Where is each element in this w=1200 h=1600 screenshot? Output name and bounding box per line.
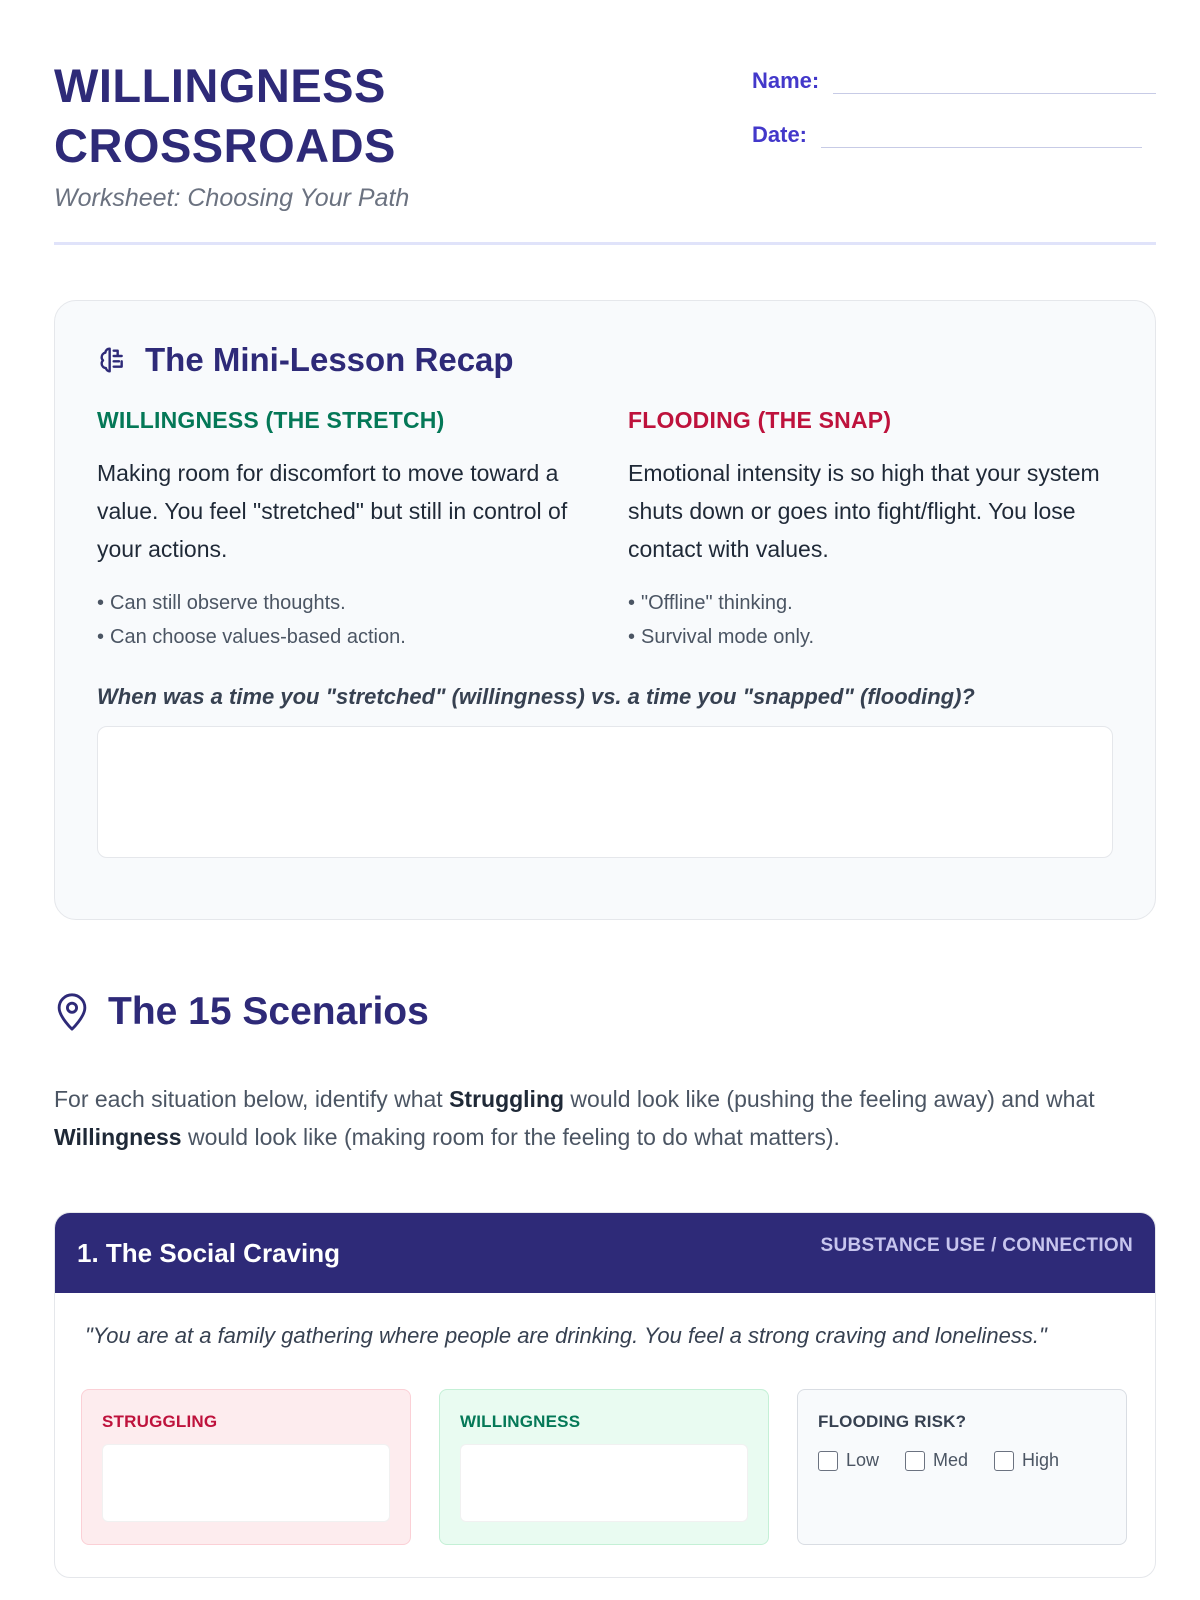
willingness-heading: WILLINGNESS (THE STRETCH) (97, 407, 445, 433)
struggling-input[interactable] (102, 1444, 390, 1522)
willingness-input[interactable] (460, 1444, 748, 1522)
scenario-response-boxes (55, 1389, 1155, 1545)
scenario-quote: "You are at a family gathering where people are drinking. You feel a strong craving and loneliness." (85, 1323, 1047, 1348)
recap-columns (97, 407, 1113, 654)
name-label: Name: (752, 68, 820, 93)
flooding-risk-box (797, 1389, 1127, 1545)
scenario-card (54, 1212, 1156, 1578)
recap-header (97, 341, 1113, 379)
risk-high-option[interactable] (994, 1450, 1059, 1471)
risk-med-checkbox[interactable] (905, 1451, 925, 1471)
list-item: • Can choose values-based action. (97, 620, 582, 654)
struggling-box (81, 1389, 411, 1545)
willingness-bullets (97, 586, 582, 654)
flooding-heading: FLOODING (THE SNAP) (628, 407, 892, 433)
intro-text: would look like (making room for the feeling to do what matters). (181, 1124, 840, 1150)
recap-panel (54, 300, 1156, 920)
name-field[interactable] (833, 64, 1156, 94)
title-line-2: CROSSROADS (54, 119, 396, 172)
map-pin-icon (54, 992, 90, 1032)
list-item: • "Offline" thinking. (628, 586, 1113, 620)
scenarios-header (54, 990, 429, 1034)
recap-title: The Mini-Lesson Recap (145, 341, 514, 378)
worksheet-title (54, 56, 409, 176)
flooding-body: Emotional intensity is so high that your system shuts down or goes into fight/flight. You lose contact with values. (628, 460, 1100, 562)
intro-bold-willingness: Willingness (54, 1124, 182, 1150)
risk-low-checkbox[interactable] (818, 1451, 838, 1471)
risk-med-label: Med (933, 1450, 969, 1470)
brain-icon (97, 344, 129, 376)
risk-low-option[interactable] (818, 1450, 879, 1471)
intro-text: For each situation below, identify what (54, 1086, 450, 1112)
worksheet-subtitle: Worksheet: Choosing Your Path (54, 184, 410, 212)
date-label: Date: (752, 122, 808, 147)
scenarios-intro (54, 1080, 1164, 1156)
risk-options (818, 1450, 1106, 1471)
name-date-fields (752, 58, 1156, 166)
risk-med-option[interactable] (905, 1450, 968, 1471)
risk-high-label: High (1022, 1450, 1060, 1470)
intro-text: would look like (pushing the feeling away) and what (564, 1086, 1095, 1112)
scenario-category: SUBSTANCE USE / CONNECTION (820, 1235, 1133, 1256)
willingness-column (97, 407, 582, 654)
struggling-label: STRUGGLING (102, 1412, 218, 1431)
risk-high-checkbox[interactable] (994, 1451, 1014, 1471)
scenario-card-header (55, 1213, 1155, 1293)
header-divider (54, 242, 1156, 245)
list-item: • Survival mode only. (628, 620, 1113, 654)
intro-bold-struggling: Struggling (449, 1086, 565, 1112)
date-row (752, 112, 1156, 148)
scenario-title: 1. The Social Craving (77, 1238, 340, 1268)
flooding-column (628, 407, 1113, 654)
reflection-answer-box[interactable] (97, 726, 1113, 858)
title-block (54, 56, 409, 213)
willingness-box (439, 1389, 769, 1545)
title-line-1: WILLINGNESS (54, 59, 386, 112)
willingness-body: Making room for discomfort to move toward a value. You feel "stretched" but still in control of your actions. (97, 460, 568, 562)
scenarios-title: The 15 Scenarios (108, 990, 429, 1033)
willingness-label: WILLINGNESS (460, 1412, 581, 1431)
risk-low-label: Low (846, 1450, 880, 1470)
name-row (752, 58, 1156, 94)
list-item: • Can still observe thoughts. (97, 586, 582, 620)
flooding-bullets (628, 586, 1113, 654)
date-field[interactable] (821, 118, 1142, 148)
flooding-risk-label: FLOODING RISK? (818, 1412, 967, 1431)
reflection-question: When was a time you "stretched" (willingness) vs. a time you "snapped" (flooding)? (97, 684, 975, 709)
